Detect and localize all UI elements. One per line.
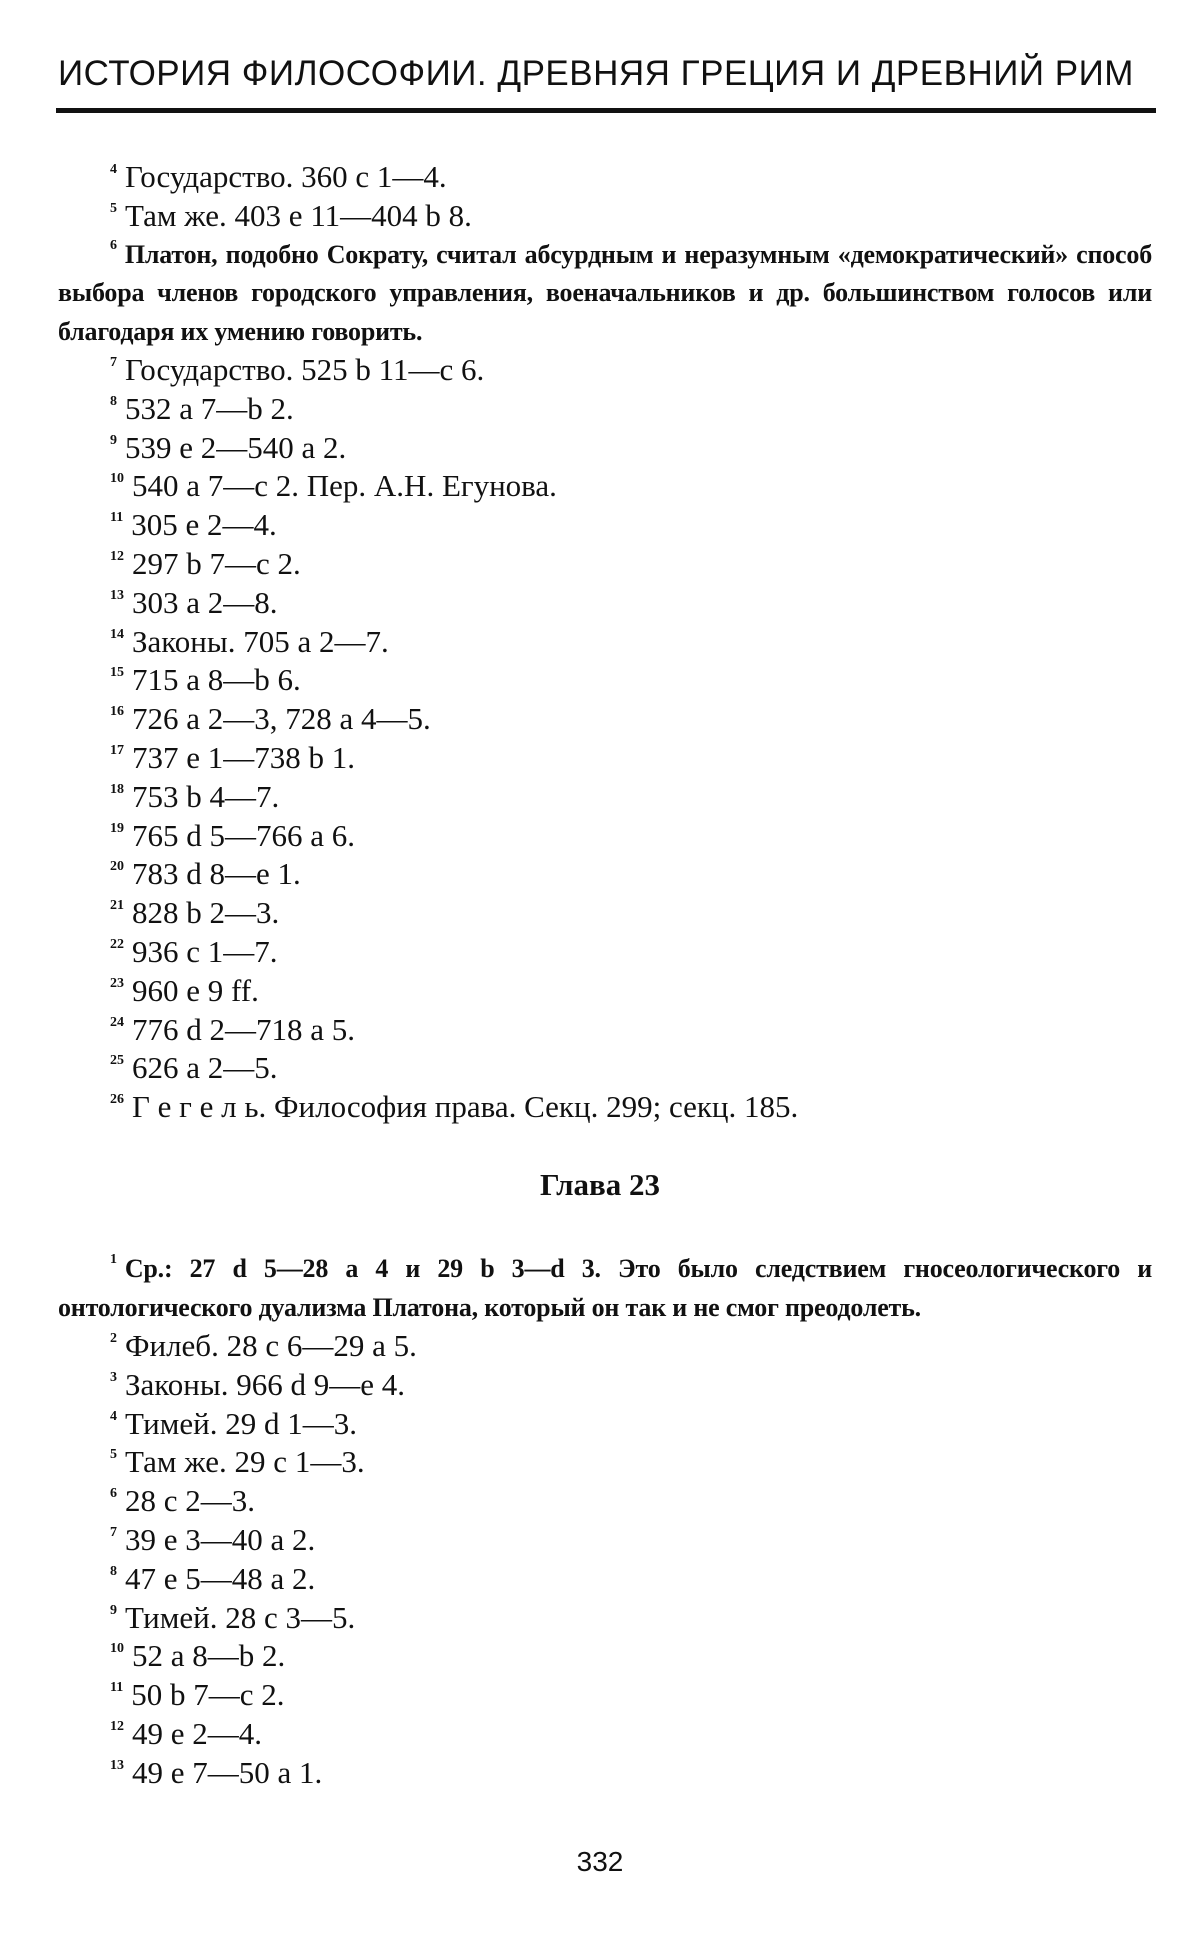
endnote-number: 7: [110, 355, 117, 371]
endnote: [58, 1560, 1152, 1599]
endnote-number: 20: [110, 859, 124, 875]
endnote-number: 10: [110, 1641, 124, 1657]
endnote-number: 22: [110, 937, 124, 953]
endnote-text: 960 е 9 ff.: [132, 972, 259, 1008]
endnote: [58, 1049, 1152, 1088]
endnote: [58, 1405, 1152, 1444]
endnote: [58, 1482, 1152, 1521]
endnote-text: 753 b 4—7.: [132, 778, 280, 814]
endnote: [58, 197, 1152, 236]
endnote-number: 7: [110, 1524, 117, 1540]
endnote-text: Г е г е л ь. Философия права. Секц. 299; секц. 185.: [132, 1089, 799, 1125]
page-number: 332: [576, 1846, 624, 1877]
endnote: [58, 1715, 1152, 1754]
endnote-number: 21: [110, 898, 124, 914]
endnote-text: 305 е 2—4.: [131, 507, 277, 543]
endnote-text: Тимей. 29 d 1—3.: [125, 1405, 357, 1441]
endnote-number: 5: [110, 1447, 117, 1463]
endnote-text: Там же. 29 с 1—3.: [125, 1444, 365, 1480]
endnote: [58, 933, 1152, 972]
endnote-number: 11: [110, 510, 124, 526]
endnote-number: 6: [110, 237, 117, 253]
endnote-text: 936 с 1—7.: [132, 934, 278, 970]
endnote-number: 8: [110, 1563, 117, 1579]
endnote-number: 19: [110, 820, 124, 836]
endnote-text: 49 е 2—4.: [132, 1715, 263, 1751]
endnote-number: 14: [110, 626, 124, 642]
endnote-number: 9: [110, 1602, 117, 1618]
endnote-text: 783 d 8—е 1.: [132, 856, 301, 892]
endnote-number: 25: [110, 1053, 124, 1069]
endnote-text: Законы. 705 а 2—7.: [132, 623, 389, 659]
endnote: [58, 1521, 1152, 1560]
endnote: [58, 390, 1152, 429]
endnote-number: 13: [110, 587, 124, 603]
endnote: [58, 429, 1152, 468]
endnote: [58, 1599, 1152, 1638]
endnote: [58, 1327, 1152, 1366]
endnotes-list-after: [58, 1250, 1152, 1793]
endnote: [58, 1676, 1152, 1715]
endnote: [58, 351, 1152, 390]
endnote: [58, 1443, 1152, 1482]
endnote: [58, 584, 1152, 623]
endnote-number: 13: [110, 1757, 124, 1773]
endnote-text: Государство. 525 b 11—с 6.: [125, 352, 485, 388]
endnote: [58, 700, 1152, 739]
endnote: [58, 236, 1152, 352]
endnote: [58, 1088, 1152, 1127]
endnote-text: Филеб. 28 с 6—29 а 5.: [125, 1328, 417, 1363]
endnote-number: 24: [110, 1014, 124, 1030]
running-head: ИСТОРИЯ ФИЛОСОФИИ. ДРЕВНЯЯ ГРЕЦИЯ И ДРЕВНИЙ РИМ: [58, 54, 1134, 93]
endnote-text: Государство. 360 с 1—4.: [125, 159, 447, 194]
endnote-text: 47 е 5—48 а 2.: [125, 1560, 316, 1596]
endnote: [58, 972, 1152, 1011]
endnote-text: 626 а 2—5.: [132, 1050, 278, 1086]
endnote-text: 52 а 8—b 2.: [132, 1638, 286, 1674]
endnote: [58, 855, 1152, 894]
endnote: [58, 1637, 1152, 1676]
endnote: [58, 1250, 1152, 1327]
endnote-number: 4: [110, 162, 117, 177]
endnote: [58, 778, 1152, 817]
endnote: [58, 506, 1152, 545]
endnote-text: Ср.: 27 d 5—28 а 4 и 29 b 3—d 3. Это было следствием гносеологического и онтологического дуализма Платона, который он так и не смог преодолеть.: [58, 1254, 1152, 1322]
endnote-number: 3: [110, 1369, 117, 1385]
endnote-text: Там же. 403 е 11—404 b 8.: [125, 197, 472, 233]
endnote-text: 50 b 7—с 2.: [131, 1677, 285, 1713]
endnote: [58, 739, 1152, 778]
endnote-number: 12: [110, 549, 124, 565]
endnote-number: 8: [110, 393, 117, 409]
endnote-number: 10: [110, 471, 124, 487]
header-rule: [56, 108, 1156, 113]
endnote-text: 39 е 3—40 а 2.: [125, 1521, 316, 1557]
endnote-text: 737 е 1—738 b 1.: [132, 740, 356, 776]
endnote-number: 16: [110, 704, 124, 720]
endnote-text: 726 а 2—3, 728 а 4—5.: [132, 701, 431, 737]
endnote-number: 2: [110, 1331, 117, 1346]
endnote-text: 765 d 5—766 а 6.: [132, 817, 356, 853]
endnote-number: 9: [110, 432, 117, 448]
endnote-number: 6: [110, 1486, 117, 1502]
endnote-number: 18: [110, 781, 124, 797]
chapter-title: Глава 23: [539, 1167, 661, 1202]
endnote-number: 1: [110, 1252, 117, 1267]
endnote-text: 776 d 2—718 а 5.: [132, 1011, 356, 1047]
endnote: [58, 661, 1152, 700]
endnote-number: 26: [110, 1092, 124, 1108]
endnote-number: 23: [110, 975, 124, 991]
endnote: [58, 158, 1152, 197]
endnote-text: 540 а 7—с 2. Пер. А.Н. Егунова.: [132, 468, 557, 504]
endnote-text: 49 е 7—50 а 1.: [132, 1754, 323, 1790]
endnote-number: 11: [110, 1680, 124, 1696]
endnote: [58, 1011, 1152, 1050]
endnote-text: Платон, подобно Сократу, считал абсурдным и неразумным «демократический» способ выбора членов городского управления, военачальников и др. большинством голосов или благодаря их умению говорить.: [58, 239, 1152, 346]
endnote: [58, 467, 1152, 506]
endnote: [58, 894, 1152, 933]
endnote-text: Законы. 966 d 9—е 4.: [125, 1366, 405, 1402]
endnote-number: 4: [110, 1408, 117, 1424]
endnote: [58, 1366, 1152, 1405]
endnote-text: Тимей. 28 с 3—5.: [125, 1599, 356, 1635]
endnote-number: 17: [110, 743, 124, 759]
endnote: [58, 1754, 1152, 1793]
endnote: [58, 623, 1152, 662]
endnote-text: 532 а 7—b 2.: [125, 390, 294, 426]
endnote-number: 12: [110, 1718, 124, 1734]
endnote-text: 828 b 2—3.: [132, 895, 280, 931]
endnote-text: 297 b 7—с 2.: [132, 546, 301, 582]
endnote-text: 28 с 2—3.: [125, 1483, 256, 1519]
endnote-number: 5: [110, 200, 117, 216]
endnote-text: 303 а 2—8.: [132, 584, 278, 620]
endnote-number: 15: [110, 665, 124, 681]
endnote: [58, 545, 1152, 584]
endnote: [58, 817, 1152, 856]
endnote-text: 715 а 8—b 6.: [132, 662, 301, 698]
endnotes-list-before: [58, 158, 1152, 1127]
endnote-text: 539 е 2—540 а 2.: [125, 429, 347, 465]
